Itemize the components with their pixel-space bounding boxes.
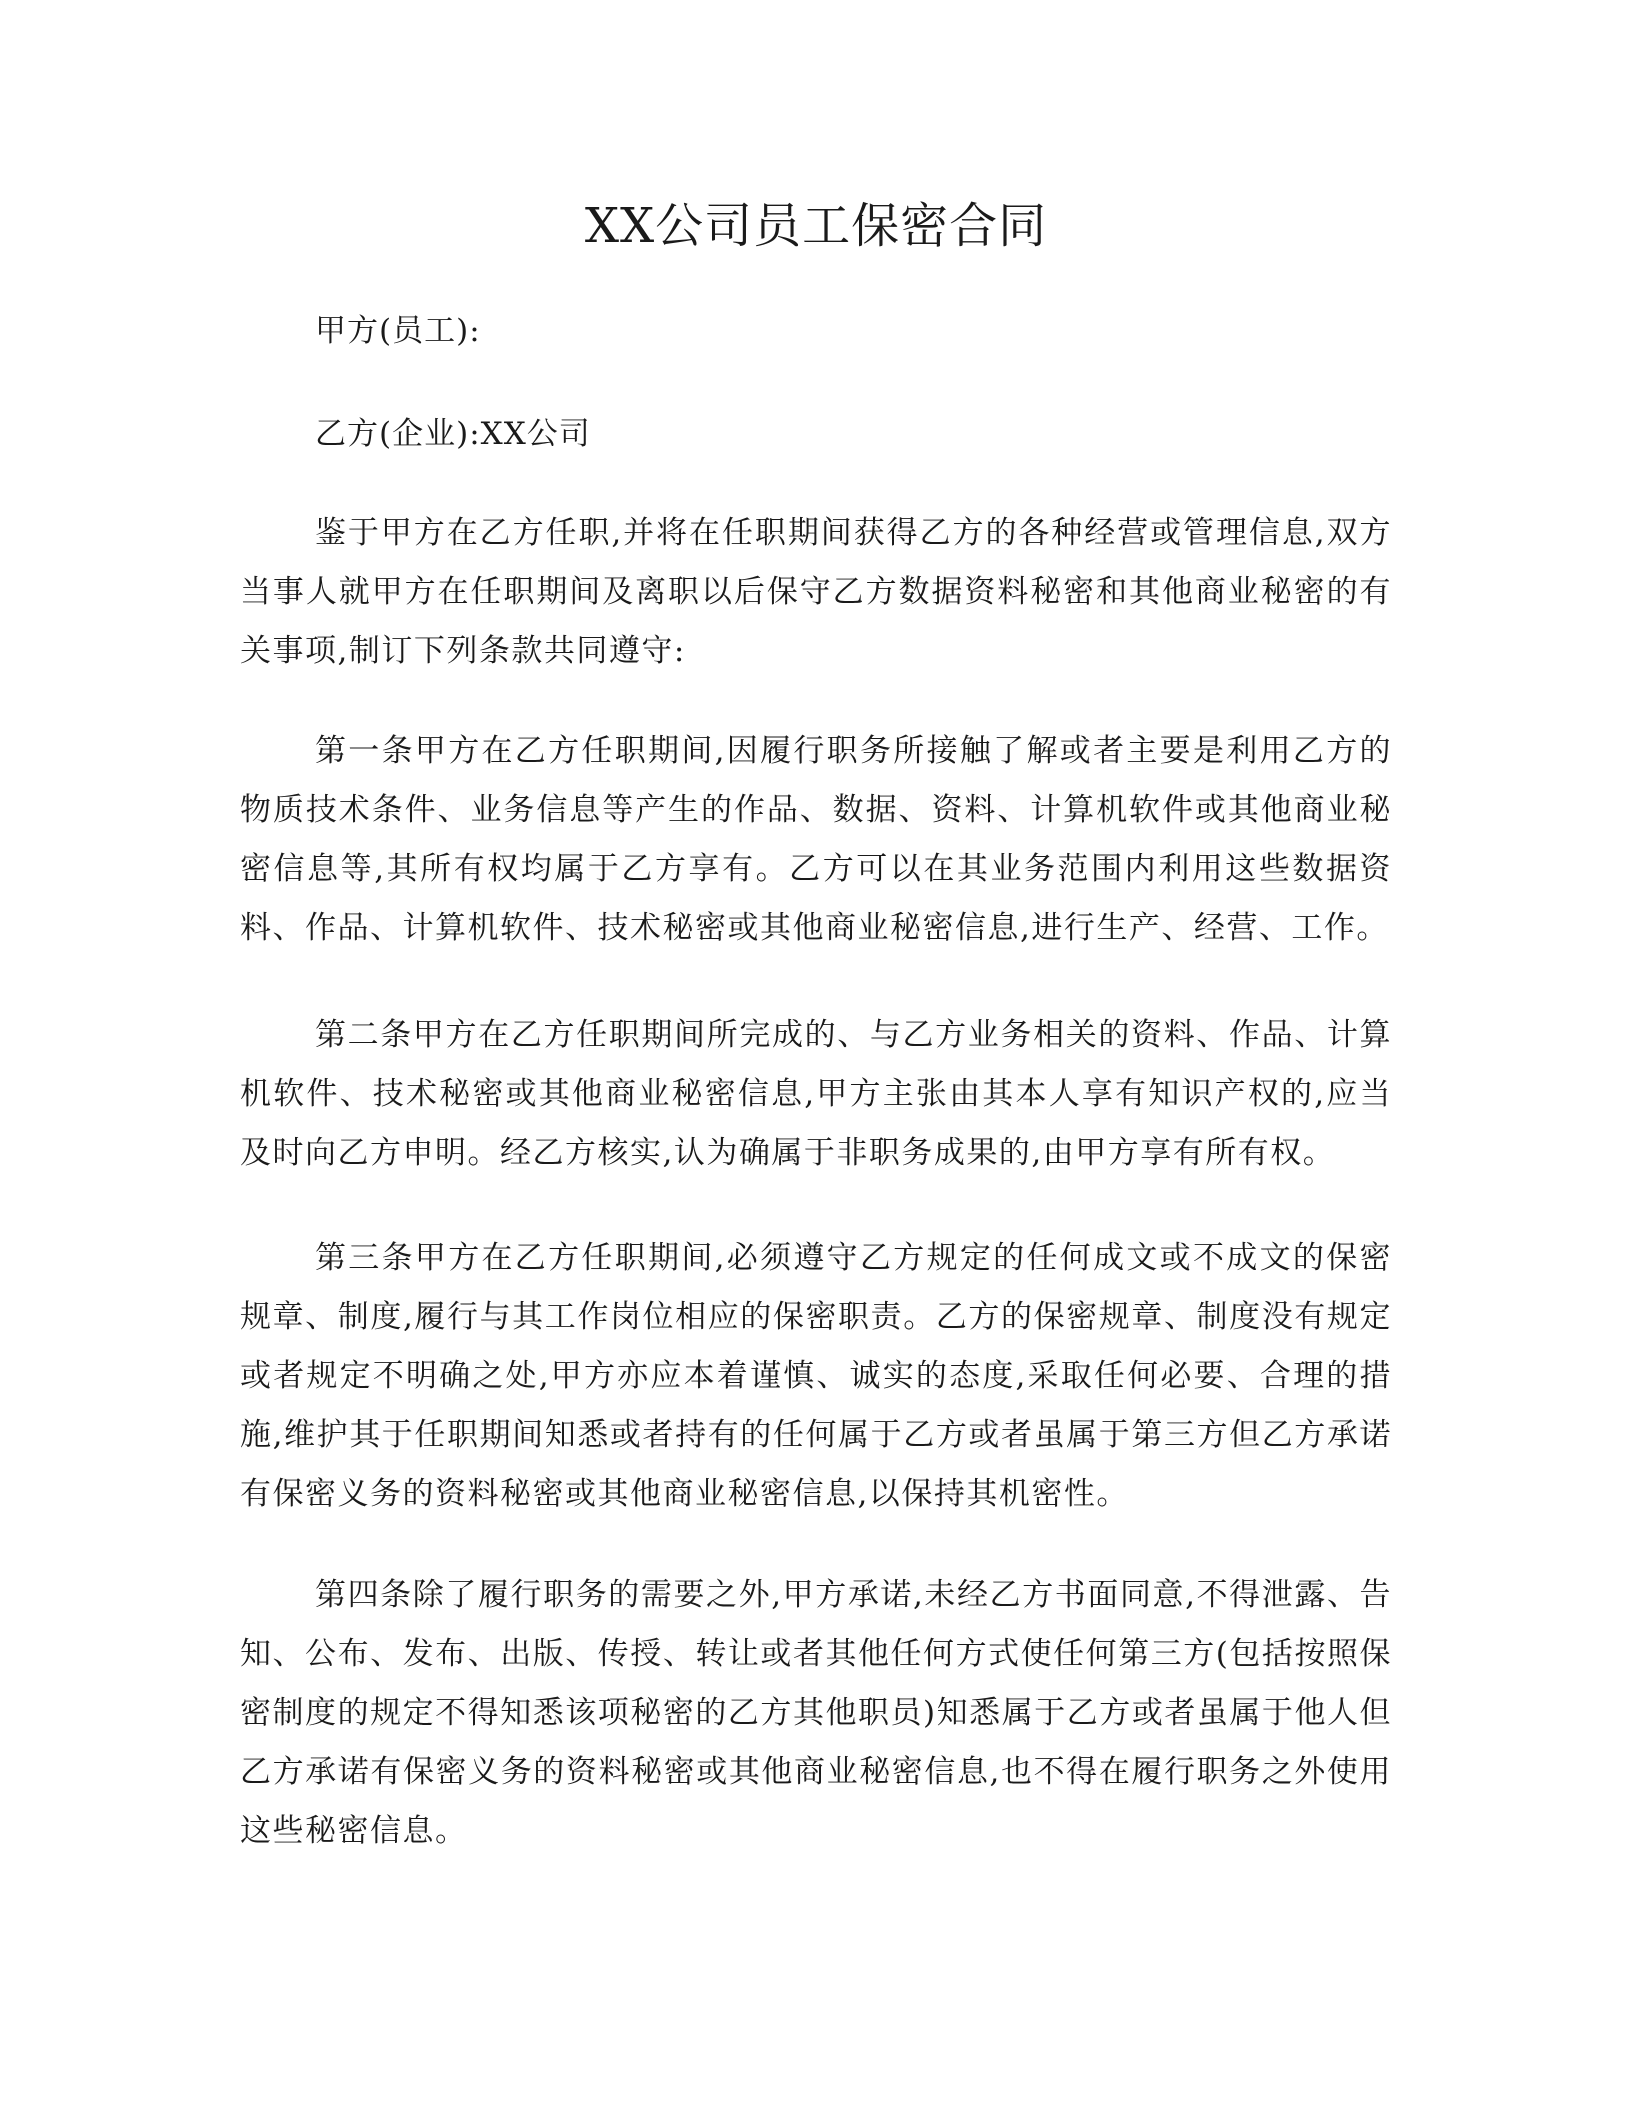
article-2-paragraph: 第二条甲方在乙方任职期间所完成的、与乙方业务相关的资料、作品、计算机软件、技术秘密或其他商业秘密信息,甲方主张由其本人享有知识产权的,应当及时向乙方申明。经乙方核实,认为确属于非职务成果的,由甲方享有所有权。 (240, 1017, 1392, 1171)
document-title: XX公司员工保密合同 (584, 198, 1048, 254)
party-a-line: 甲方(员工): (315, 313, 481, 349)
article-3-paragraph: 第三条甲方在乙方任职期间,必须遵守乙方规定的任何成文或不成文的保密规章、制度,履行与其工作岗位相应的保密职责。乙方的保密规章、制度没有规定或者规定不明确之处,甲方亦应本着谨慎、诚实的态度,采取任何必要、合理的措施,维护其于任职期间知悉或者持有的任何属于乙方或者虽属于第三方但乙方承诺有保密义务的资料秘密或其他商业秘密信息,以保持其机密性。 (240, 1240, 1392, 1512)
article-1-paragraph: 第一条甲方在乙方任职期间,因履行职务所接触了解或者主要是利用乙方的物质技术条件、业务信息等产生的作品、数据、资料、计算机软件或其他商业秘密信息等,其所有权均属于乙方享有。乙方可以在其业务范围内利用这些数据资料、作品、计算机软件、技术秘密或其他商业秘密信息,进行生产、经营、工作。 (240, 733, 1392, 946)
article-4-paragraph: 第四条除了履行职务的需要之外,甲方承诺,未经乙方书面同意,不得泄露、告知、公布、发布、出版、传授、转让或者其他任何方式使任何第三方(包括按照保密制度的规定不得知悉该项秘密的乙方其他职员)知悉属于乙方或者虽属于他人但乙方承诺有保密义务的资料秘密或其他商业秘密信息,也不得在履行职务之外使用这些秘密信息。 (240, 1577, 1392, 1849)
preamble-paragraph: 鉴于甲方在乙方任职,并将在任职期间获得乙方的各种经营或管理信息,双方当事人就甲方在任职期间及离职以后保守乙方数据资料秘密和其他商业秘密的有关事项,制订下列条款共同遵守: (240, 515, 1392, 669)
party-b-line: 乙方(企业):XX公司 (315, 416, 591, 452)
